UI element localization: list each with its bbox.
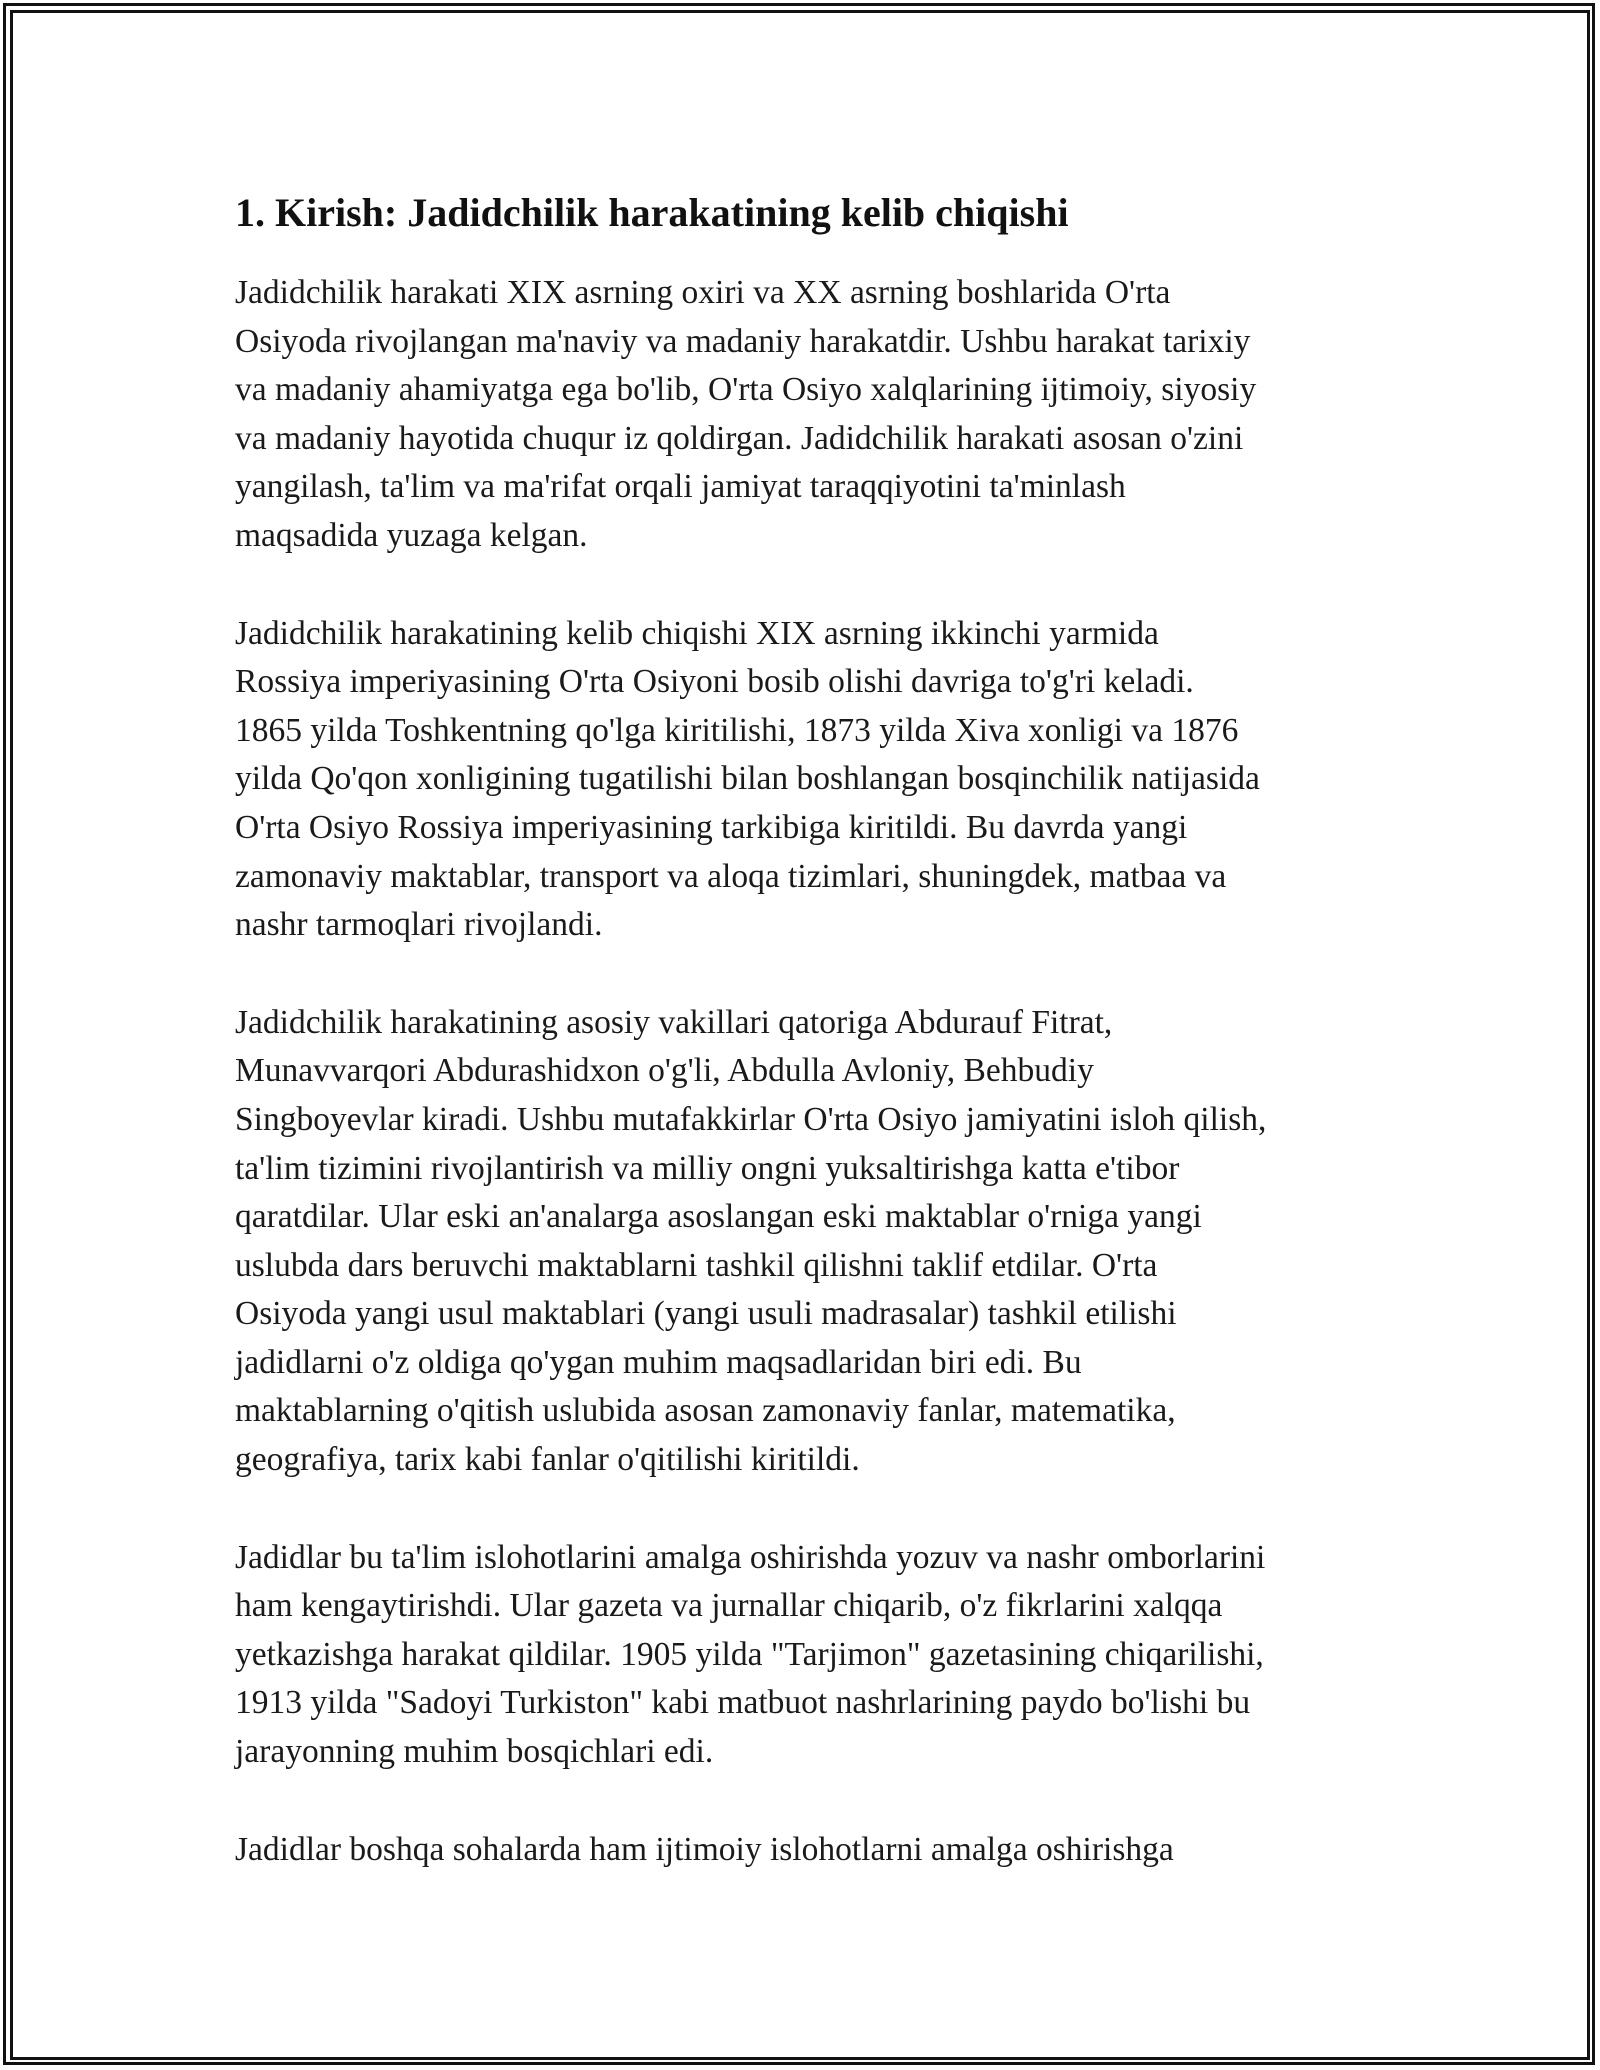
text-line: Munavvarqori Abdurashidxon o'g'li, Abdulla Avloniy, Behbudiy (235, 1052, 1094, 1090)
text-line: zamonaviy maktablar, transport va aloqa tizimlari, shuningdek, matbaa va (235, 857, 1227, 895)
paragraph (235, 610, 1375, 950)
paragraph-list (235, 269, 1375, 1874)
text-line: jadidlarni o'z oldiga qo'ygan muhim maqsadlaridan biri edi. Bu (235, 1343, 1082, 1381)
text-line: 1865 yilda Toshkentning qo'lga kiritilishi, 1873 yilda Xiva xonligi va 1876 (235, 711, 1239, 749)
text-line: yangilash, ta'lim va ma'rifat orqali jamiyat taraqqiyotini ta'minlash (235, 468, 1126, 506)
text-line: yetkazishga harakat qildilar. 1905 yilda "Tarjimon" gazetasining chiqarilishi, (235, 1635, 1264, 1673)
text-line: Jadidchilik harakati XIX asrning oxiri va XX asrning boshlarida O'rta (235, 274, 1171, 311)
paragraph (235, 1534, 1375, 1777)
text-line: Jadidlar boshqa sohalarda ham ijtimoiy islohotlarni amalga oshirishga (235, 1830, 1174, 1868)
text-line: qaratdilar. Ular eski an'analarga asoslangan eski maktablar o'rniga yangi (235, 1198, 1202, 1236)
text-line: jarayonning muhim bosqichlari edi. (235, 1733, 714, 1771)
paragraph (235, 269, 1375, 561)
text-line: geografiya, tarix kabi fanlar o'qitilishi kiritildi. (235, 1441, 860, 1479)
text-line: ta'lim tizimini rivojlantirish va milliy ongni yuksaltirishga katta e'tibor (235, 1149, 1180, 1187)
text-line: va madaniy hayotida chuqur iz qoldirgan. Jadidchilik harakati asosan o'zini (235, 419, 1244, 457)
section-heading: 1. Kirish: Jadidchilik harakatining kelib chiqishi (235, 190, 1069, 235)
text-line: Jadidchilik harakatining kelib chiqishi XIX asrning ikkinchi yarmida (235, 614, 1159, 652)
text-line: maqsadida yuzaga kelgan. (235, 516, 588, 554)
text-line: uslubda dars beruvchi maktablarni tashkil qilishni taklif etdilar. O'rta (235, 1246, 1158, 1284)
text-line: Osiyoda yangi usul maktablari (yangi usuli madrasalar) tashkil etilishi (235, 1295, 1177, 1333)
document-body (235, 185, 1375, 1923)
text-line: nashr tarmoqlari rivojlandi. (235, 906, 603, 944)
text-line: Osiyoda rivojlangan ma'naviy va madaniy harakatdir. Ushbu harakat tarixiy (235, 322, 1251, 360)
text-line: Jadidchilik harakatining asosiy vakillari qatoriga Abdurauf Fitrat, (235, 1003, 1113, 1041)
text-line: Jadidlar bu ta'lim islohotlarini amalga oshirishda yozuv va nashr omborlarini (235, 1538, 1266, 1576)
text-line: ham kengaytirishdi. Ular gazeta va jurnallar chiqarib, o'z fikrlarini xalqqa (235, 1587, 1223, 1625)
text-line: maktablarning o'qitish uslubida asosan zamonaviy fanlar, matematika, (235, 1392, 1176, 1430)
text-line: O'rta Osiyo Rossiya imperiyasining tarkibiga kiritildi. Bu davrda yangi (235, 808, 1188, 846)
text-line: va madaniy ahamiyatga ega bo'lib, O'rta Osiyo xalqlarining ijtimoiy, siyosiy (235, 371, 1257, 409)
text-line: Singboyevlar kiradi. Ushbu mutafakkirlar O'rta Osiyo jamiyatini isloh qilish, (235, 1100, 1267, 1138)
text-line: yilda Qo'qon xonligining tugatilishi bilan boshlangan bosqinchilik natijasida (235, 760, 1260, 798)
text-line: 1913 yilda "Sadoyi Turkiston" kabi matbuot nashrlarining paydo bo'lishi bu (235, 1684, 1251, 1722)
paragraph (235, 999, 1375, 1485)
text-line: Rossiya imperiyasining O'rta Osiyoni bosib olishi davriga to'g'ri keladi. (235, 663, 1194, 701)
paragraph (235, 1826, 1375, 1875)
